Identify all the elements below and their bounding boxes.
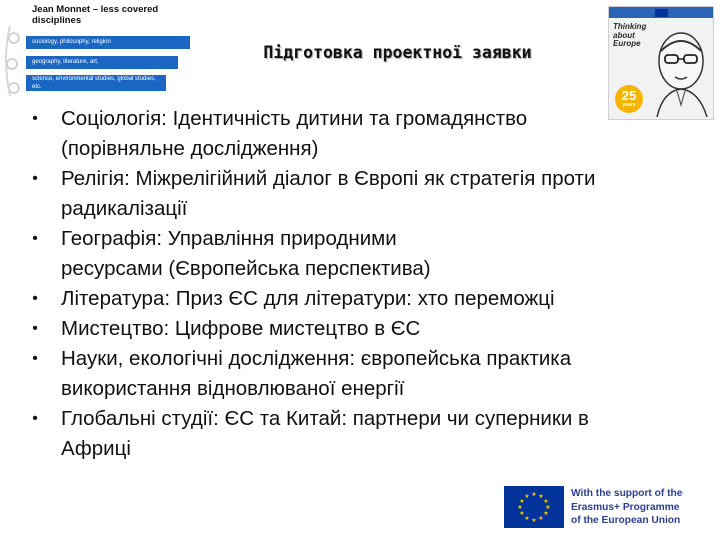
bullet-icon: • — [32, 350, 38, 367]
list-item-line-2: Африці — [61, 437, 131, 460]
bullet-icon: • — [32, 290, 38, 307]
svg-text:★: ★ — [524, 515, 530, 522]
banner-bar-3: science, environmental studies, global studies, etc. — [26, 75, 166, 91]
eu-flag-icon — [504, 486, 564, 528]
list-item-line-1: Соціологія: Ідентичність дитини та громадянство — [61, 107, 528, 130]
list-item-line-1: Географія: Управління природними — [61, 227, 397, 250]
erasmus-caption-line-1: With the support of the — [571, 488, 683, 499]
bullet-icon: • — [32, 320, 38, 337]
anniversary-number: 25 — [621, 88, 637, 103]
erasmus-caption-line-2: Erasmus+ Programme — [571, 501, 680, 513]
svg-text:★: ★ — [545, 504, 551, 511]
svg-text:★: ★ — [524, 493, 530, 500]
erasmus-caption — [571, 487, 716, 528]
erasmus-caption-line-3: of the European Union — [571, 515, 681, 526]
svg-text:★: ★ — [519, 498, 525, 505]
list-item-line-2: радикалізації — [61, 197, 188, 220]
list-item-line-1: Література: Приз ЄС для літератури: хто переможці — [61, 287, 555, 310]
list-item-line-1: Релігія: Міжрелігійний діалог в Європі як стратегія проти — [61, 167, 596, 190]
list-item — [28, 404, 704, 464]
banner-title: Jean Monnet – less covered disciplines — [32, 4, 159, 26]
svg-text:★: ★ — [538, 493, 544, 500]
slide-title: Підготовка проектної заявки — [263, 43, 532, 62]
list-item — [28, 284, 704, 314]
svg-text:★: ★ — [517, 504, 523, 511]
svg-text:★: ★ — [543, 498, 549, 505]
banner-bar-1: sociology, philosophy, religion — [26, 36, 190, 49]
svg-text:★: ★ — [519, 510, 525, 517]
list-item-line-2: використання відновлюваної енергії — [61, 377, 405, 400]
list-item-line-1: Мистецтво: Цифрове мистецтво в ЄС — [61, 317, 421, 340]
list-item — [28, 224, 704, 284]
svg-text:★: ★ — [531, 517, 537, 524]
list-item — [28, 344, 704, 404]
erasmus-logo — [504, 486, 716, 530]
list-item-line-2: (порівняльне дослідження) — [61, 137, 319, 160]
anniversary-caption: years — [622, 102, 636, 108]
banner-bar-2: geography, literature, art, — [26, 56, 178, 69]
book-eu-flag-icon — [655, 9, 668, 17]
bullet-icon: • — [32, 410, 38, 427]
book-title: Thinking about Europe — [613, 22, 647, 48]
svg-text:★: ★ — [538, 515, 544, 522]
list-item-line-2: ресурсами (Європейська перспектива) — [61, 257, 431, 280]
list-item-line-1: Глобальні студії: ЄС та Китай: партнери чи суперники в — [61, 407, 589, 430]
list-item — [28, 104, 704, 164]
svg-text:★: ★ — [543, 510, 549, 517]
bullet-icon: • — [32, 170, 38, 187]
list-item-line-1: Науки, екологічні дослідження: європейська практика — [61, 347, 572, 370]
topic-bullet-list — [28, 104, 704, 464]
list-item — [28, 164, 704, 224]
svg-text:★: ★ — [531, 491, 537, 498]
bullet-icon: • — [32, 230, 38, 247]
list-item — [28, 314, 704, 344]
book-cover-image — [608, 6, 714, 120]
jean-monnet-banner — [0, 0, 190, 100]
bullet-icon: • — [32, 110, 38, 127]
